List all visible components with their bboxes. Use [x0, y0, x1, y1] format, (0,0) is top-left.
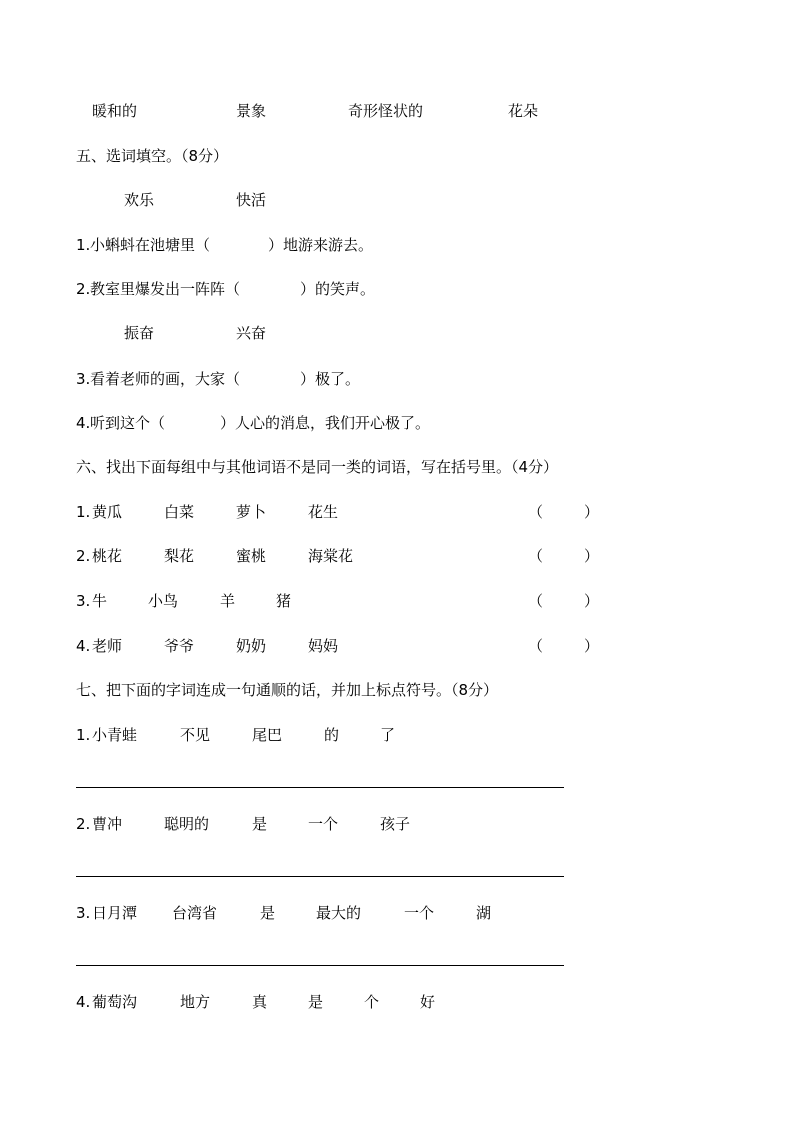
question-number: 3.	[76, 370, 91, 388]
section-heading: 七、把下面的字词连成一句通顺的话，并加上标点符号。（8分）	[76, 681, 499, 699]
word: 不见	[180, 726, 211, 744]
answer-bracket-open: （	[528, 503, 544, 521]
word: 的	[324, 726, 340, 744]
word: 花生	[308, 503, 339, 521]
word-choice: 兴奋	[236, 324, 267, 342]
word: 台湾省	[172, 904, 218, 922]
word: 是	[252, 815, 268, 833]
word: 妈妈	[308, 637, 339, 655]
word: 是	[260, 904, 276, 922]
word: 真	[252, 993, 268, 1011]
word: 湖	[476, 904, 492, 922]
question-text: 看着老师的画，大家（	[90, 370, 241, 388]
word: 梨花	[164, 547, 195, 565]
word: 好	[420, 993, 436, 1011]
word-choice: 欢乐	[124, 191, 155, 209]
word: 海棠花	[308, 547, 354, 565]
word: 萝卜	[236, 503, 267, 521]
word: 了	[380, 726, 396, 744]
question-text: ）人心的消息，我们开心极了。	[220, 414, 431, 432]
answer-bracket-open: （	[528, 547, 544, 565]
word: 日月潭	[92, 904, 138, 922]
word: 猪	[276, 592, 292, 610]
row-number: 2.	[76, 815, 91, 833]
word: 小青蛙	[92, 726, 138, 744]
row-number: 1.	[76, 726, 91, 744]
answer-line[interactable]	[76, 965, 564, 966]
answer-bracket-close: ）	[584, 637, 600, 655]
word: 曹冲	[92, 815, 123, 833]
answer-line[interactable]	[76, 876, 564, 877]
word: 牛	[92, 592, 108, 610]
answer-bracket-close: ）	[584, 547, 600, 565]
question-number: 2.	[76, 280, 91, 298]
word: 一个	[308, 815, 339, 833]
word: 黄瓜	[92, 503, 123, 521]
word-choice: 振奋	[124, 324, 155, 342]
word: 景象	[236, 102, 267, 120]
question-text: ）的笑声。	[300, 280, 376, 298]
word: 一个	[404, 904, 435, 922]
row-number: 4.	[76, 637, 91, 655]
question-number: 1.	[76, 236, 91, 254]
word: 老师	[92, 637, 123, 655]
word: 地方	[180, 993, 211, 1011]
answer-bracket-open: （	[528, 592, 544, 610]
word: 葡萄沟	[92, 993, 138, 1011]
word: 桃花	[92, 547, 123, 565]
word: 羊	[220, 592, 236, 610]
word: 孩子	[380, 815, 411, 833]
word: 暖和的	[92, 102, 138, 120]
section-heading: 六、找出下面每组中与其他词语不是同一类的词语，写在括号里。（4分）	[76, 458, 559, 476]
word: 奶奶	[236, 637, 267, 655]
question-text: ）极了。	[300, 370, 361, 388]
word: 聪明的	[164, 815, 210, 833]
word: 爷爷	[164, 637, 195, 655]
question-text: 教室里爆发出一阵阵（	[90, 280, 241, 298]
question-number: 4.	[76, 414, 91, 432]
word: 奇形怪状的	[348, 102, 424, 120]
word: 小鸟	[148, 592, 179, 610]
row-number: 2.	[76, 547, 91, 565]
row-number: 3.	[76, 592, 91, 610]
word-choice: 快活	[236, 191, 267, 209]
word: 蜜桃	[236, 547, 267, 565]
answer-bracket-open: （	[528, 637, 544, 655]
word: 白菜	[164, 503, 195, 521]
word: 最大的	[316, 904, 362, 922]
word: 花朵	[508, 102, 539, 120]
answer-bracket-close: ）	[584, 592, 600, 610]
word: 是	[308, 993, 324, 1011]
section-heading: 五、选词填空。（8分）	[76, 147, 229, 165]
question-text: ）地游来游去。	[268, 236, 374, 254]
row-number: 4.	[76, 993, 91, 1011]
row-number: 1.	[76, 503, 91, 521]
question-text: 听到这个（	[90, 414, 166, 432]
answer-line[interactable]	[76, 787, 564, 788]
word: 个	[364, 993, 380, 1011]
row-number: 3.	[76, 904, 91, 922]
question-text: 小蝌蚪在池塘里（	[90, 236, 211, 254]
word: 尾巴	[252, 726, 283, 744]
answer-bracket-close: ）	[584, 503, 600, 521]
